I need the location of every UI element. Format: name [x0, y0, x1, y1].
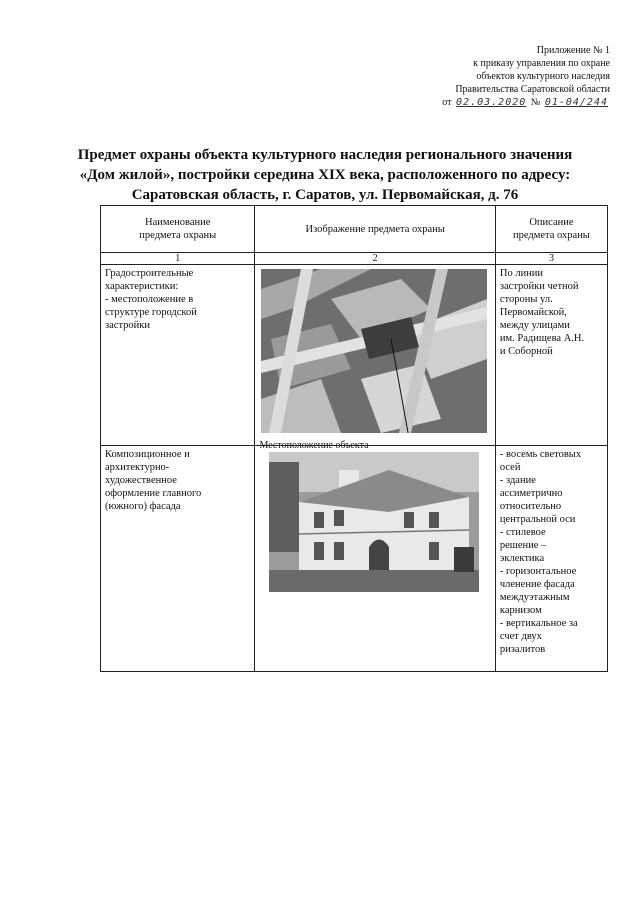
title-line: «Дом жилой», постройки середина XIX века, расположенного по адресу: [79, 167, 571, 183]
row-name-cell: Градостроительные характеристики: - местоположение в структуре городской застройки [101, 265, 255, 446]
handwritten-number: 01-04/244 [544, 97, 608, 108]
table-row [101, 446, 608, 672]
facade-photo-graphic [269, 452, 479, 592]
header-cell-description: Описание предмета охраны [495, 206, 607, 253]
document-title [60, 145, 590, 205]
appendix-line: объектов культурного наследия [476, 71, 610, 82]
table-header-row [101, 206, 608, 253]
date-prefix: от [442, 97, 452, 108]
row-description-cell: По линии застройки четной стороны ул. Первомайской, между улицами им. Радищева А.Н. и Соборной [495, 265, 607, 446]
handwritten-date: 02.03.2020 [456, 97, 527, 108]
appendix-header [380, 44, 610, 109]
title-line: Предмет охраны объекта культурного наследия регионального значения [77, 147, 573, 163]
title-line: Саратовская область, г. Саратов, ул. Первомайская, д. 76 [131, 187, 519, 203]
row-name-cell: Композиционное и архитектурно- художественное оформление главного (южного) фасада [101, 446, 255, 672]
protection-table [100, 205, 608, 672]
header-cell-image: Изображение предмета охраны [255, 206, 495, 253]
row-image-cell [255, 446, 495, 672]
aerial-map-image [261, 269, 487, 433]
column-number-row [101, 253, 608, 265]
appendix-line: Правительства Саратовской области [455, 84, 610, 95]
header-cell-name: Наименование предмета охраны [101, 206, 255, 253]
map-caption: Местоположение объекта [259, 440, 369, 451]
row-image-cell [255, 265, 495, 451]
table-row [101, 265, 608, 446]
column-number: 3 [495, 253, 607, 265]
appendix-line: к приказу управления по охране [473, 58, 610, 69]
row-description-cell: - восемь световых осей - здание ассиметрично относительно центральной оси - стилевое решение – эклектика - горизонтальное членение фасада междуэтажным карнизом - вертикальное за счет двух ризалитов [495, 446, 607, 672]
number-prefix: № [530, 97, 541, 108]
appendix-date-line [380, 96, 610, 109]
appendix-line: Приложение № 1 [536, 45, 610, 56]
column-number: 2 [255, 253, 495, 265]
facade-photo [269, 452, 479, 592]
aerial-map-graphic [261, 269, 487, 433]
column-number: 1 [101, 253, 255, 265]
